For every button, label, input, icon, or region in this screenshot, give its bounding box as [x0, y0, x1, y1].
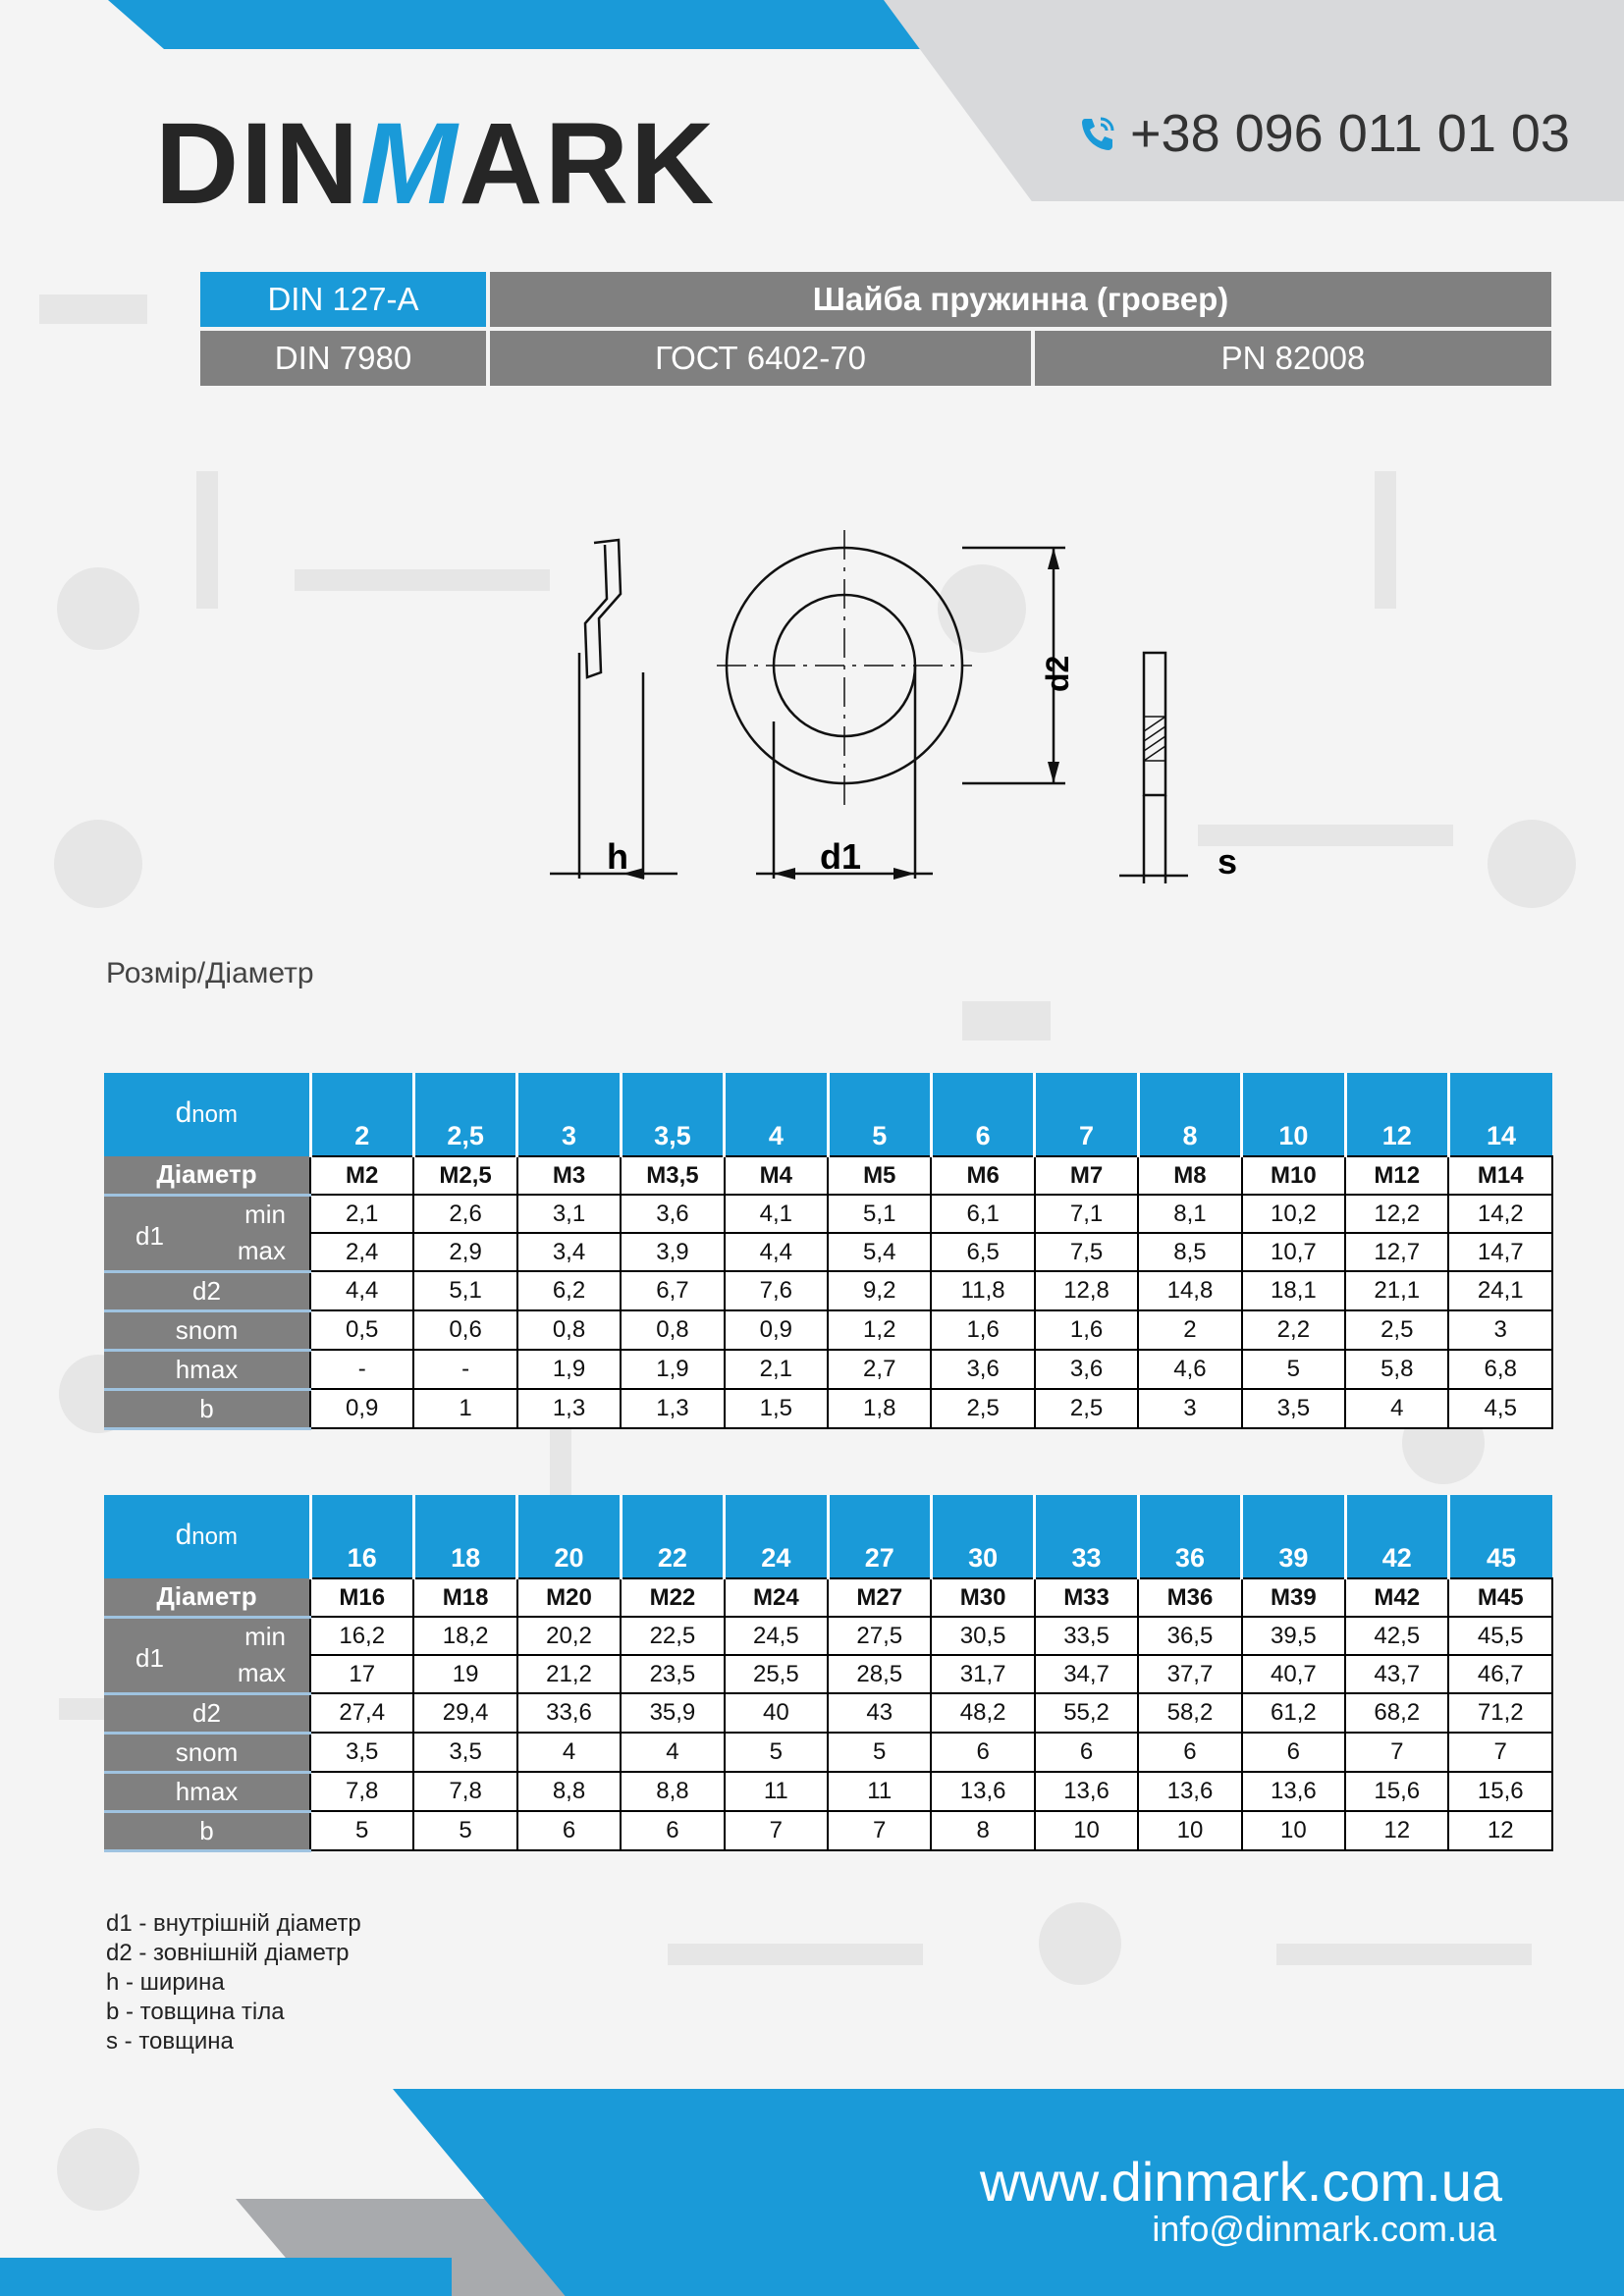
- table-cell: 18,2: [413, 1617, 516, 1655]
- legend-item: b - товщина тіла: [106, 1999, 285, 2025]
- table-cell: M10: [1242, 1156, 1345, 1195]
- table-cell: M3,5: [621, 1156, 724, 1195]
- phone-contact[interactable]: [1075, 103, 1570, 164]
- table-cell: 8,1: [1138, 1195, 1241, 1233]
- dnom-cell: 6: [931, 1073, 1034, 1156]
- table-cell: 5: [413, 1811, 516, 1850]
- table-cell: 7,8: [310, 1772, 413, 1811]
- table-cell: 13,6: [1035, 1772, 1138, 1811]
- table-cell: 16,2: [310, 1617, 413, 1655]
- table-cell: 3,5: [1242, 1389, 1345, 1428]
- standard-primary: DIN 127-A: [200, 272, 486, 327]
- snom-label: snom: [104, 1310, 310, 1350]
- table-cell: 0,8: [621, 1310, 724, 1350]
- table-cell: 5,4: [828, 1233, 931, 1271]
- table-cell: 0,5: [310, 1310, 413, 1350]
- table-cell: 12,2: [1345, 1195, 1448, 1233]
- table-cell: 0,6: [413, 1310, 516, 1350]
- table-cell: 2,1: [310, 1195, 413, 1233]
- table-cell: 8,8: [621, 1772, 724, 1811]
- brand-logo[interactable]: [155, 99, 717, 229]
- table-cell: 22,5: [621, 1617, 724, 1655]
- table-cell: 8,8: [517, 1772, 621, 1811]
- table-cell: 7,5: [1035, 1233, 1138, 1271]
- table-cell: 1,6: [1035, 1310, 1138, 1350]
- label-s: s: [1218, 841, 1238, 881]
- table-cell: 2,6: [413, 1195, 516, 1233]
- table-cell: 14,7: [1448, 1233, 1552, 1271]
- table-cell: 12: [1448, 1811, 1552, 1850]
- table-cell: 2: [1138, 1310, 1241, 1350]
- dnom-cell: 24: [725, 1495, 828, 1578]
- standard-alt-2: ГОСТ 6402-70: [490, 331, 1031, 386]
- table-cell: 6: [1035, 1733, 1138, 1772]
- table-cell: M39: [1242, 1578, 1345, 1617]
- table-cell: 15,6: [1448, 1772, 1552, 1811]
- table-cell: M16: [310, 1578, 413, 1617]
- table-cell: 4: [1345, 1389, 1448, 1428]
- legend-item: s - товщина: [106, 2028, 234, 2055]
- table-cell: M24: [725, 1578, 828, 1617]
- table-cell: 29,4: [413, 1693, 516, 1733]
- table-cell: 37,7: [1138, 1655, 1241, 1693]
- table-cell: 2,7: [828, 1350, 931, 1389]
- table-cell: 10: [1242, 1811, 1345, 1850]
- table-cell: 43,7: [1345, 1655, 1448, 1693]
- table-cell: M20: [517, 1578, 621, 1617]
- table-cell: 2,5: [931, 1389, 1034, 1428]
- legend: [106, 1909, 361, 2056]
- table-cell: M33: [1035, 1578, 1138, 1617]
- website-link[interactable]: www.dinmark.com.ua: [979, 2151, 1502, 2213]
- table-cell: 28,5: [828, 1655, 931, 1693]
- table-cell: 15,6: [1345, 1772, 1448, 1811]
- table-cell: M5: [828, 1156, 931, 1195]
- table-cell: 3: [1138, 1389, 1241, 1428]
- table-cell: 1,8: [828, 1389, 931, 1428]
- table-cell: 46,7: [1448, 1655, 1552, 1693]
- table-cell: 3: [1448, 1310, 1552, 1350]
- table-cell: 3,1: [517, 1195, 621, 1233]
- table-cell: 2,1: [725, 1350, 828, 1389]
- table-cell: 4: [517, 1733, 621, 1772]
- table-cell: 40: [725, 1693, 828, 1733]
- table-cell: 4,6: [1138, 1350, 1241, 1389]
- table-cell: 3,4: [517, 1233, 621, 1271]
- table-cell: 8,5: [1138, 1233, 1241, 1271]
- table-cell: 33,6: [517, 1693, 621, 1733]
- table-cell: 2,5: [1035, 1389, 1138, 1428]
- table-cell: 12: [1345, 1811, 1448, 1850]
- hmax-label: hmax: [104, 1350, 310, 1389]
- dnom-cell: 18: [413, 1495, 516, 1578]
- table-cell: 23,5: [621, 1655, 724, 1693]
- logo-part-1: DIN: [155, 99, 361, 229]
- dimensions-table-2: [104, 1495, 1553, 1852]
- legend-item: h - ширина: [106, 1969, 225, 1996]
- snom-label: snom: [104, 1733, 310, 1772]
- table-cell: 5: [828, 1733, 931, 1772]
- table-cell: M14: [1448, 1156, 1552, 1195]
- table-cell: 27,4: [310, 1693, 413, 1733]
- table-cell: 7: [1448, 1733, 1552, 1772]
- dnom-cell: 12: [1345, 1073, 1448, 1156]
- table-cell: 3,6: [931, 1350, 1034, 1389]
- table-cell: 4,5: [1448, 1389, 1552, 1428]
- table-cell: -: [310, 1350, 413, 1389]
- table-cell: M2,5: [413, 1156, 516, 1195]
- table-cell: 6: [1138, 1733, 1241, 1772]
- table-cell: M12: [1345, 1156, 1448, 1195]
- table-cell: 58,2: [1138, 1693, 1241, 1733]
- table-cell: 0,9: [310, 1389, 413, 1428]
- table-cell: 4,1: [725, 1195, 828, 1233]
- table-cell: 1,3: [621, 1389, 724, 1428]
- table-cell: 36,5: [1138, 1617, 1241, 1655]
- table-cell: 1,3: [517, 1389, 621, 1428]
- dnom-cell: 39: [1242, 1495, 1345, 1578]
- dnom-cell: 27: [828, 1495, 931, 1578]
- table-cell: M8: [1138, 1156, 1241, 1195]
- d1-label: d1: [135, 1220, 164, 1251]
- dnom-cell: 42: [1345, 1495, 1448, 1578]
- table-cell: 6,8: [1448, 1350, 1552, 1389]
- table-cell: 21,2: [517, 1655, 621, 1693]
- logo-part-2: ARK: [459, 99, 717, 229]
- dnom-cell: 22: [621, 1495, 724, 1578]
- table-cell: 14,8: [1138, 1271, 1241, 1310]
- table-cell: 5,8: [1345, 1350, 1448, 1389]
- dnom-cell: 3,5: [621, 1073, 724, 1156]
- table-cell: 55,2: [1035, 1693, 1138, 1733]
- dnom-cell: 16: [310, 1495, 413, 1578]
- table-cell: 3,5: [413, 1733, 516, 1772]
- standard-alt-3: PN 82008: [1035, 331, 1551, 386]
- table-cell: 0,8: [517, 1310, 621, 1350]
- table-cell: 5: [310, 1811, 413, 1850]
- table-cell: 40,7: [1242, 1655, 1345, 1693]
- table-cell: 11: [828, 1772, 931, 1811]
- table-cell: M18: [413, 1578, 516, 1617]
- table-cell: 13,6: [1242, 1772, 1345, 1811]
- dnom-cell: 3: [517, 1073, 621, 1156]
- table-cell: 6,5: [931, 1233, 1034, 1271]
- dimensions-table-1: [104, 1073, 1553, 1430]
- table-cell: 6: [621, 1811, 724, 1850]
- dnom-cell: 7: [1035, 1073, 1138, 1156]
- legend-item: d1 - внутрішній діаметр: [106, 1910, 361, 1937]
- table-cell: M7: [1035, 1156, 1138, 1195]
- phone-number: +38 096 011 01 03: [1130, 104, 1570, 163]
- b-label: b: [104, 1811, 310, 1850]
- table-cell: 3,5: [310, 1733, 413, 1772]
- table-cell: 5: [1242, 1350, 1345, 1389]
- diameter-label: Діаметр: [104, 1578, 310, 1617]
- washer-thickness-drawing: [1090, 648, 1267, 893]
- table-cell: 68,2: [1345, 1693, 1448, 1733]
- table-cell: 3,9: [621, 1233, 724, 1271]
- table-cell: 6: [517, 1811, 621, 1850]
- table-cell: 7,1: [1035, 1195, 1138, 1233]
- d2-label: d2: [104, 1271, 310, 1310]
- washer-drawing: [530, 525, 1080, 898]
- table-cell: 1,5: [725, 1389, 828, 1428]
- table-cell: 14,2: [1448, 1195, 1552, 1233]
- table-cell: 12,8: [1035, 1271, 1138, 1310]
- label-d1: d1: [820, 836, 862, 877]
- table-cell: 6: [1242, 1733, 1345, 1772]
- table-cell: 71,2: [1448, 1693, 1552, 1733]
- table-cell: 39,5: [1242, 1617, 1345, 1655]
- table-cell: 5,1: [413, 1271, 516, 1310]
- table-cell: 2,2: [1242, 1310, 1345, 1350]
- footer-corner-band: [0, 2258, 452, 2296]
- dnom-cell: 10: [1242, 1073, 1345, 1156]
- table-cell: 10,7: [1242, 1233, 1345, 1271]
- table-cell: 10,2: [1242, 1195, 1345, 1233]
- table-cell: 13,6: [1138, 1772, 1241, 1811]
- max-label: max: [237, 1658, 286, 1688]
- table-cell: M36: [1138, 1578, 1241, 1617]
- min-label: min: [244, 1621, 286, 1651]
- table-cell: 24,1: [1448, 1271, 1552, 1310]
- table-cell: 21,1: [1345, 1271, 1448, 1310]
- table-cell: 17: [310, 1655, 413, 1693]
- table-cell: M45: [1448, 1578, 1552, 1617]
- dnom-cell: 2,5: [413, 1073, 516, 1156]
- table-cell: 31,7: [931, 1655, 1034, 1693]
- dnom-cell: 8: [1138, 1073, 1241, 1156]
- standards-table: [196, 268, 1555, 390]
- dnom-cell: 4: [725, 1073, 828, 1156]
- table-cell: M3: [517, 1156, 621, 1195]
- table-cell: 11: [725, 1772, 828, 1811]
- table-cell: 13,6: [931, 1772, 1034, 1811]
- table-cell: 6: [931, 1733, 1034, 1772]
- label-d2: d2: [1040, 655, 1075, 692]
- table-cell: 6,7: [621, 1271, 724, 1310]
- dnom-cell: 33: [1035, 1495, 1138, 1578]
- table-cell: M4: [725, 1156, 828, 1195]
- table-cell: 3,6: [621, 1195, 724, 1233]
- table-cell: 7: [828, 1811, 931, 1850]
- table-cell: M27: [828, 1578, 931, 1617]
- table-cell: 1,9: [621, 1350, 724, 1389]
- d1-label: d1: [135, 1642, 164, 1673]
- table-cell: 7: [725, 1811, 828, 1850]
- washer-side-view: [585, 540, 621, 677]
- table-cell: 6,2: [517, 1271, 621, 1310]
- table-cell: 0,9: [725, 1310, 828, 1350]
- product-title: Шайба пружинна (гровер): [490, 272, 1551, 327]
- d2-label: d2: [104, 1693, 310, 1733]
- table-cell: 1,9: [517, 1350, 621, 1389]
- table-cell: M42: [1345, 1578, 1448, 1617]
- table-cell: M2: [310, 1156, 413, 1195]
- table-cell: -: [413, 1350, 516, 1389]
- min-label: min: [244, 1199, 286, 1229]
- diameter-label: Діаметр: [104, 1156, 310, 1195]
- table-cell: 2,9: [413, 1233, 516, 1271]
- table-cell: 20,2: [517, 1617, 621, 1655]
- table-cell: 4: [621, 1733, 724, 1772]
- hmax-label: hmax: [104, 1772, 310, 1811]
- table-cell: 2,4: [310, 1233, 413, 1271]
- b-label: b: [104, 1389, 310, 1428]
- table-cell: 43: [828, 1693, 931, 1733]
- table-cell: 61,2: [1242, 1693, 1345, 1733]
- table-cell: 18,1: [1242, 1271, 1345, 1310]
- table-cell: 4,4: [725, 1233, 828, 1271]
- table-cell: 30,5: [931, 1617, 1034, 1655]
- table-cell: 8: [931, 1811, 1034, 1850]
- table-cell: 48,2: [931, 1693, 1034, 1733]
- dnom-cell: 36: [1138, 1495, 1241, 1578]
- standard-alt-1: DIN 7980: [200, 331, 486, 386]
- table-cell: M30: [931, 1578, 1034, 1617]
- table-cell: 11,8: [931, 1271, 1034, 1310]
- dnom-cell: 5: [828, 1073, 931, 1156]
- table-cell: 5,1: [828, 1195, 931, 1233]
- table-cell: 19: [413, 1655, 516, 1693]
- table-cell: 33,5: [1035, 1617, 1138, 1655]
- table-cell: 1,2: [828, 1310, 931, 1350]
- email-link[interactable]: info@dinmark.com.ua: [1152, 2209, 1496, 2249]
- section-title: Розмір/Діаметр: [106, 957, 314, 989]
- table-cell: M6: [931, 1156, 1034, 1195]
- table-cell: 5: [725, 1733, 828, 1772]
- table-cell: 1,6: [931, 1310, 1034, 1350]
- table-cell: 35,9: [621, 1693, 724, 1733]
- dnom-cell: 45: [1448, 1495, 1552, 1578]
- table-cell: 10: [1035, 1811, 1138, 1850]
- max-label: max: [237, 1236, 286, 1266]
- legend-item: d2 - зовнішній діаметр: [106, 1940, 350, 1966]
- table-cell: 3,6: [1035, 1350, 1138, 1389]
- table-cell: 10: [1138, 1811, 1241, 1850]
- table-cell: 2,5: [1345, 1310, 1448, 1350]
- table-cell: 7,6: [725, 1271, 828, 1310]
- dnom-label: dnom: [104, 1495, 310, 1578]
- dnom-cell: 30: [931, 1495, 1034, 1578]
- table-cell: 4,4: [310, 1271, 413, 1310]
- dnom-cell: 20: [517, 1495, 621, 1578]
- table-cell: 45,5: [1448, 1617, 1552, 1655]
- phone-icon: [1075, 111, 1120, 156]
- table-cell: 7,8: [413, 1772, 516, 1811]
- label-h: h: [607, 836, 628, 877]
- table-cell: 9,2: [828, 1271, 931, 1310]
- table-cell: 27,5: [828, 1617, 931, 1655]
- table-cell: 7: [1345, 1733, 1448, 1772]
- table-cell: 24,5: [725, 1617, 828, 1655]
- logo-part-m: M: [360, 99, 460, 229]
- table-cell: 34,7: [1035, 1655, 1138, 1693]
- table-cell: 12,7: [1345, 1233, 1448, 1271]
- dnom-cell: 14: [1448, 1073, 1552, 1156]
- table-cell: 6,1: [931, 1195, 1034, 1233]
- table-cell: 42,5: [1345, 1617, 1448, 1655]
- table-cell: 25,5: [725, 1655, 828, 1693]
- dnom-label: dnom: [104, 1073, 310, 1156]
- table-cell: M22: [621, 1578, 724, 1617]
- dnom-cell: 2: [310, 1073, 413, 1156]
- table-cell: 1: [413, 1389, 516, 1428]
